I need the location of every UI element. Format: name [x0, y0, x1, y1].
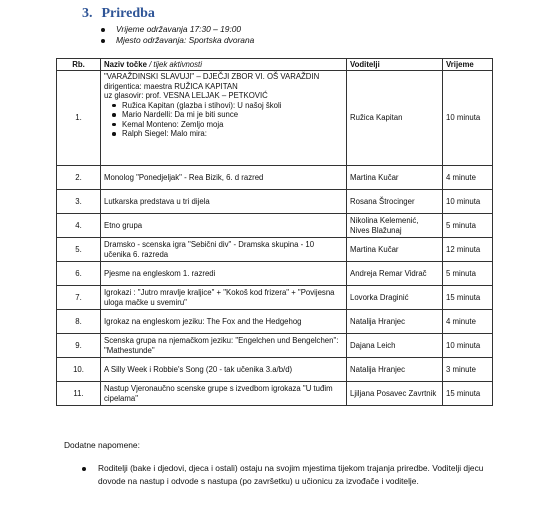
- row-host: Ružica Kapitan: [347, 71, 443, 166]
- header-title-sub: / tijek aktivnosti: [146, 59, 202, 69]
- row-title-line: dirigentica: maestra RUŽICA KAPITAN: [104, 81, 238, 91]
- table-row: [57, 71, 493, 166]
- section-heading: [82, 6, 155, 22]
- row-time: 5 minuta: [443, 262, 493, 286]
- note-item: Roditelji (bake i djedovi, djeca i ostali) ostaju na svojim mjestima tijekom trajanja priredbe. Voditelji djecu dovode na nastup i odvode s nastupa (po završetku) u učionicu za izvođače i voditelje.: [80, 462, 490, 488]
- row-host: Natalija Hranjec: [347, 310, 443, 334]
- row-time: 15 minuta: [443, 286, 493, 310]
- row-time: 10 minuta: [443, 190, 493, 214]
- row-number: 6.: [57, 262, 101, 286]
- row-title: Etno grupa: [101, 214, 347, 238]
- row-title-line: "VARAŽDINSKI SLAVUJI" – DJEČJI ZBOR VI. OŠ VARAŽDIN: [104, 72, 320, 81]
- row-number: 7.: [57, 286, 101, 310]
- table-row: [57, 214, 493, 238]
- piece-list: [104, 101, 343, 139]
- row-time: 4 minute: [443, 310, 493, 334]
- row-host: Martina Kučar: [347, 166, 443, 190]
- row-title-line: uz glasovir: prof. VESNA LELJAK – PETKOVIĆ: [104, 91, 268, 100]
- event-time: Vrijeme održavanja 17:30 – 19:00: [100, 24, 254, 35]
- section-title: Priredba: [101, 6, 155, 21]
- table-row: [57, 238, 493, 262]
- row-number: 8.: [57, 310, 101, 334]
- row-time: 10 minuta: [443, 71, 493, 166]
- row-time: 15 minuta: [443, 382, 493, 406]
- table-row: [57, 262, 493, 286]
- row-title: Pjesme na engleskom 1. razredi: [101, 262, 347, 286]
- row-title: Nastup Vjeronaučno scenske grupe s izvedbom igrokaza "U tuđim cipelama": [101, 382, 347, 406]
- row-host: Martina Kučar: [347, 238, 443, 262]
- row-host: Rosana Štrocinger: [347, 190, 443, 214]
- row-title: Igrokaz na engleskom jeziku: The Fox and the Hedgehog: [101, 310, 347, 334]
- row-title: Scenska grupa na njemačkom jeziku: "Engelchen und Bengelchen": "Mathestunde": [101, 334, 347, 358]
- header-title: [101, 59, 347, 71]
- header-time: Vrijeme: [443, 59, 493, 71]
- row-number: 2.: [57, 166, 101, 190]
- table-row: [57, 286, 493, 310]
- row-number: 3.: [57, 190, 101, 214]
- row-host: Ljiljana Posavec Zavrtnik: [347, 382, 443, 406]
- table-row: [57, 382, 493, 406]
- row-number: 11.: [57, 382, 101, 406]
- row-title: Monolog "Ponedjeljak" - Rea Bizik, 6. d razred: [101, 166, 347, 190]
- row-title: Lutkarska predstava u tri dijela: [101, 190, 347, 214]
- header-rb: Rb.: [57, 59, 101, 71]
- event-details: [100, 24, 254, 46]
- row-host: Nikolina Kelemenić, Nives Blažunaj: [347, 214, 443, 238]
- row-number: 4.: [57, 214, 101, 238]
- row-title: Dramsko - scenska igra "Sebični div" - Dramska skupina - 10 učenika 6. razreda: [101, 238, 347, 262]
- piece-item: Ružica Kapitan (glazba i stihovi): U našoj školi: [122, 101, 343, 111]
- row-number: 9.: [57, 334, 101, 358]
- piece-item: Kemal Monteno: Zemljo moja: [122, 120, 343, 130]
- notes-list: [80, 462, 490, 488]
- table-row: [57, 334, 493, 358]
- row-host: Lovorka Draginić: [347, 286, 443, 310]
- row-title: [101, 71, 347, 166]
- row-number: 5.: [57, 238, 101, 262]
- row-time: 4 minute: [443, 166, 493, 190]
- event-location: Mjesto održavanja: Sportska dvorana: [100, 35, 254, 46]
- piece-item: Ralph Siegel: Malo mira:: [122, 129, 343, 139]
- program-table: [56, 58, 493, 406]
- row-time: 5 minuta: [443, 214, 493, 238]
- header-host: Voditelji: [347, 59, 443, 71]
- row-host: Natalija Hranjec: [347, 358, 443, 382]
- piece-item: Mario Nardelli: Da mi je biti sunce: [122, 110, 343, 120]
- section-number: 3.: [82, 6, 93, 21]
- row-host: Dajana Leich: [347, 334, 443, 358]
- row-title: A Silly Week i Robbie's Song (20 - tak učenika 3.a/b/d): [101, 358, 347, 382]
- row-host: Andreja Remar Vidrač: [347, 262, 443, 286]
- table-row: [57, 190, 493, 214]
- header-title-main: Naziv točke: [104, 59, 147, 69]
- row-number: 10.: [57, 358, 101, 382]
- table-row: [57, 358, 493, 382]
- row-time: 10 minuta: [443, 334, 493, 358]
- row-time: 12 minuta: [443, 238, 493, 262]
- notes-title: Dodatne napomene:: [64, 440, 140, 450]
- table-row: [57, 166, 493, 190]
- row-time: 3 minute: [443, 358, 493, 382]
- row-title: Igrokazi : "Jutro mravlje kraljice" + "Kokoš kod frizera" + "Povijesna uloga mačke u svemiru": [101, 286, 347, 310]
- table-row: [57, 310, 493, 334]
- row-number: 1.: [57, 71, 101, 166]
- table-header-row: [57, 59, 493, 71]
